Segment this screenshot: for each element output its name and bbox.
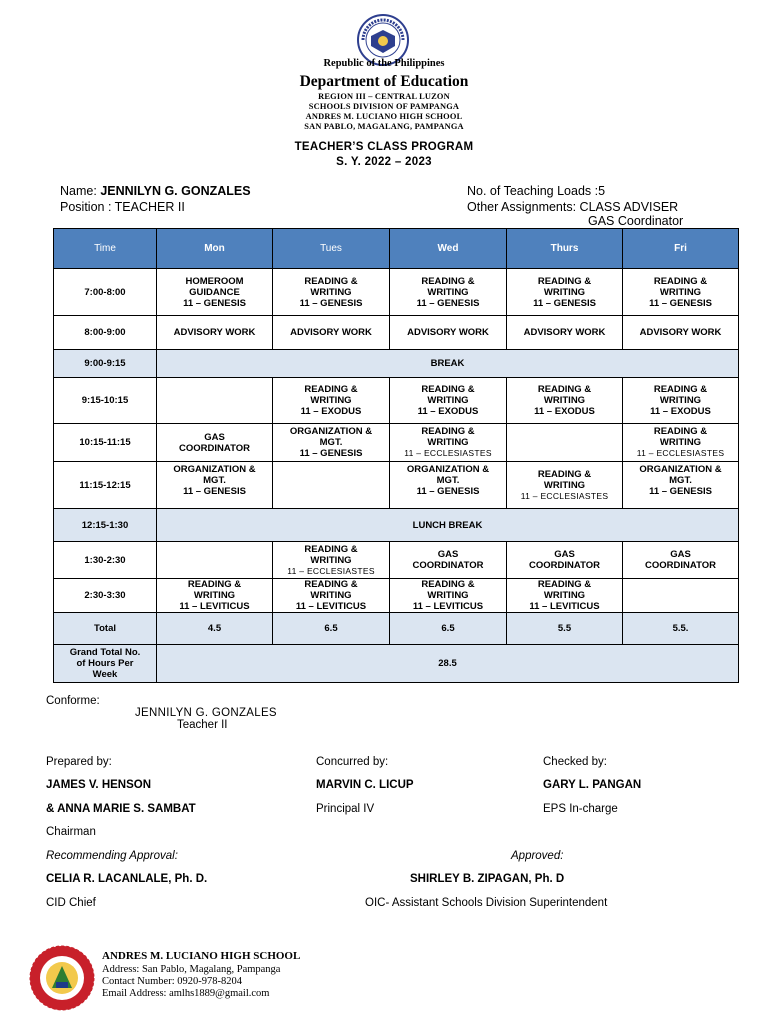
schedule-cell: GAS COORDINATOR xyxy=(157,424,273,462)
concurred-by-title: Principal IV xyxy=(316,803,375,815)
schedule-cell xyxy=(157,542,273,579)
schedule-cell: READING & WRITING 11 – EXODUS xyxy=(273,378,390,424)
schedule-cell: READING & WRITING 11 – ECCLESIASTES xyxy=(273,542,390,579)
table-row xyxy=(54,542,739,579)
time-cell: 7:00-8:00 xyxy=(54,269,157,316)
schedule-cell xyxy=(157,378,273,424)
col-header-mon: Mon xyxy=(157,229,273,269)
schedule-cell: ORGANIZATION & MGT. 11 – GENESIS xyxy=(623,462,739,509)
teaching-loads: No. of Teaching Loads :5 xyxy=(467,184,606,198)
lunch-break-cell: LUNCH BREAK xyxy=(157,509,739,542)
time-cell: 10:15-11:15 xyxy=(54,424,157,462)
schedule-cell: READING & WRITING 11 – EXODUS xyxy=(390,378,507,424)
table-row xyxy=(54,378,739,424)
grand-total-label: Grand Total No. of Hours Per Week xyxy=(54,645,157,683)
col-header-tues: Tues xyxy=(273,229,390,269)
schedule-cell: READING & WRITING 11 – GENESIS xyxy=(273,269,390,316)
other-assignments-2: GAS Coordinator xyxy=(588,214,684,228)
schedule-cell: ORGANIZATION & MGT. 11 – GENESIS xyxy=(390,462,507,509)
schedule-cell: READING & WRITING 11 – ECCLESIASTES xyxy=(507,462,623,509)
name-label: Name: xyxy=(60,184,97,198)
schedule-cell: READING & WRITING 11 – EXODUS xyxy=(507,378,623,424)
teacher-signatory-title: Teacher II xyxy=(177,719,228,731)
grand-total-value: 28.5 xyxy=(157,645,739,683)
table-row xyxy=(54,462,739,509)
time-cell: 12:15-1:30 xyxy=(54,509,157,542)
footer-address: Address: San Pablo, Magalang, Pampanga xyxy=(102,964,281,975)
time-cell: 2:30-3:30 xyxy=(54,579,157,613)
checked-by-label: Checked by: xyxy=(543,756,607,768)
program-title: TEACHER’S CLASS PROGRAM xyxy=(294,141,474,153)
schedule-cell: READING & WRITING 11 – LEVITICUS xyxy=(507,579,623,613)
total-wed: 6.5 xyxy=(390,613,507,645)
time-cell: 11:15-12:15 xyxy=(54,462,157,509)
approved-name: SHIRLEY B. ZIPAGAN, Ph. D xyxy=(410,873,565,885)
teacher-name: JENNILYN G. GONZALES xyxy=(100,184,251,198)
prepared-by-label: Prepared by: xyxy=(46,756,112,768)
table-row xyxy=(54,269,739,316)
col-header-wed: Wed xyxy=(390,229,507,269)
table-row xyxy=(54,316,739,350)
time-cell: 8:00-9:00 xyxy=(54,316,157,350)
division-label: SCHOOLS DIVISION OF PAMPANGA xyxy=(308,102,460,111)
schedule-cell: READING & WRITING 11 – LEVITICUS xyxy=(390,579,507,613)
schedule-cell: READING & WRITING 11 – GENESIS xyxy=(623,269,739,316)
schedule-cell: ORGANIZATION & MGT. 11 – GENESIS xyxy=(157,462,273,509)
table-row xyxy=(54,509,739,542)
concurred-by-name: MARVIN C. LICUP xyxy=(316,779,414,791)
total-fri: 5.5. xyxy=(623,613,739,645)
schedule-table xyxy=(53,228,739,683)
total-tue: 6.5 xyxy=(273,613,390,645)
table-row xyxy=(54,350,739,378)
schedule-cell: GAS COORDINATOR xyxy=(623,542,739,579)
col-header-thurs: Thurs xyxy=(507,229,623,269)
schedule-cell: READING & WRITING 11 – ECCLESIASTES xyxy=(623,424,739,462)
school-address-label: SAN PABLO, MAGALANG, PAMPANGA xyxy=(304,122,464,131)
checked-by-name: GARY L. PANGAN xyxy=(543,779,642,791)
prepared-by-name-1: JAMES V. HENSON xyxy=(46,779,152,791)
table-header-row xyxy=(54,229,739,269)
schedule-cell: HOMEROOM GUIDANCE 11 – GENESIS xyxy=(157,269,273,316)
schedule-cell: READING & WRITING 11 – GENESIS xyxy=(507,269,623,316)
footer-contact: Contact Number: 0920-978-8204 xyxy=(102,976,242,987)
schedule-cell: GAS COORDINATOR xyxy=(507,542,623,579)
time-cell: 1:30-2:30 xyxy=(54,542,157,579)
schedule-cell: READING & WRITING 11 – GENESIS xyxy=(390,269,507,316)
time-cell: 9:15-10:15 xyxy=(54,378,157,424)
position-line: Position : TEACHER II xyxy=(60,200,185,214)
total-thu: 5.5 xyxy=(507,613,623,645)
recommending-name: CELIA R. LACANLALE, Ph. D. xyxy=(46,873,208,885)
schedule-cell: READING & WRITING 11 – ECCLESIASTES xyxy=(390,424,507,462)
footer-school-name: ANDRES M. LUCIANO HIGH SCHOOL xyxy=(102,950,301,962)
approved-title: OIC- Assistant Schools Division Superintendent xyxy=(365,897,608,909)
table-row xyxy=(54,424,739,462)
schedule-cell: GAS COORDINATOR xyxy=(390,542,507,579)
teacher-signatory-name: JENNILYN G. GONZALES xyxy=(135,707,277,719)
prepared-by-name-2: & ANNA MARIE S. SAMBAT xyxy=(46,803,196,815)
schedule-cell: ADVISORY WORK xyxy=(157,316,273,350)
concurred-by-label: Concurred by: xyxy=(316,756,389,768)
recommending-approval-label: Recommending Approval: xyxy=(46,850,178,862)
republic-label: Republic of the Philippines xyxy=(323,58,445,69)
checked-by-title: EPS In-charge xyxy=(543,803,618,815)
department-title: Department of Education xyxy=(299,73,469,90)
schedule-cell xyxy=(623,579,739,613)
col-header-time: Time xyxy=(54,229,157,269)
schedule-cell: ADVISORY WORK xyxy=(273,316,390,350)
schedule-cell xyxy=(273,462,390,509)
footer-email: Email Address: amlhs1889@gmail.com xyxy=(102,988,270,999)
school-logo-icon xyxy=(28,944,96,1012)
schedule-cell: ADVISORY WORK xyxy=(507,316,623,350)
teacher-name-line xyxy=(60,184,251,198)
recommending-title: CID Chief xyxy=(46,897,96,909)
break-cell: BREAK xyxy=(157,350,739,378)
col-header-fri: Fri xyxy=(623,229,739,269)
approved-label: Approved: xyxy=(511,850,564,862)
schedule-cell: ADVISORY WORK xyxy=(623,316,739,350)
conforme-label: Conforme: xyxy=(46,695,100,707)
schedule-cell: READING & WRITING 11 – EXODUS xyxy=(623,378,739,424)
region-label: REGION III – CENTRAL LUZON xyxy=(318,92,450,101)
school-label: ANDRES M. LUCIANO HIGH SCHOOL xyxy=(305,112,463,121)
school-year: S. Y. 2022 – 2023 xyxy=(336,156,432,168)
schedule-cell: READING & WRITING 11 – LEVITICUS xyxy=(273,579,390,613)
schedule-cell: ADVISORY WORK xyxy=(390,316,507,350)
schedule-cell xyxy=(507,424,623,462)
other-assignments: Other Assignments: CLASS ADVISER xyxy=(467,200,679,214)
total-label: Total xyxy=(54,613,157,645)
schedule-cell: ORGANIZATION & MGT. 11 – GENESIS xyxy=(273,424,390,462)
grand-total-row xyxy=(54,645,739,683)
table-row xyxy=(54,579,739,613)
schedule-cell: READING & WRITING 11 – LEVITICUS xyxy=(157,579,273,613)
total-row xyxy=(54,613,739,645)
total-mon: 4.5 xyxy=(157,613,273,645)
prepared-by-title: Chairman xyxy=(46,826,96,838)
time-cell: 9:00-9:15 xyxy=(54,350,157,378)
